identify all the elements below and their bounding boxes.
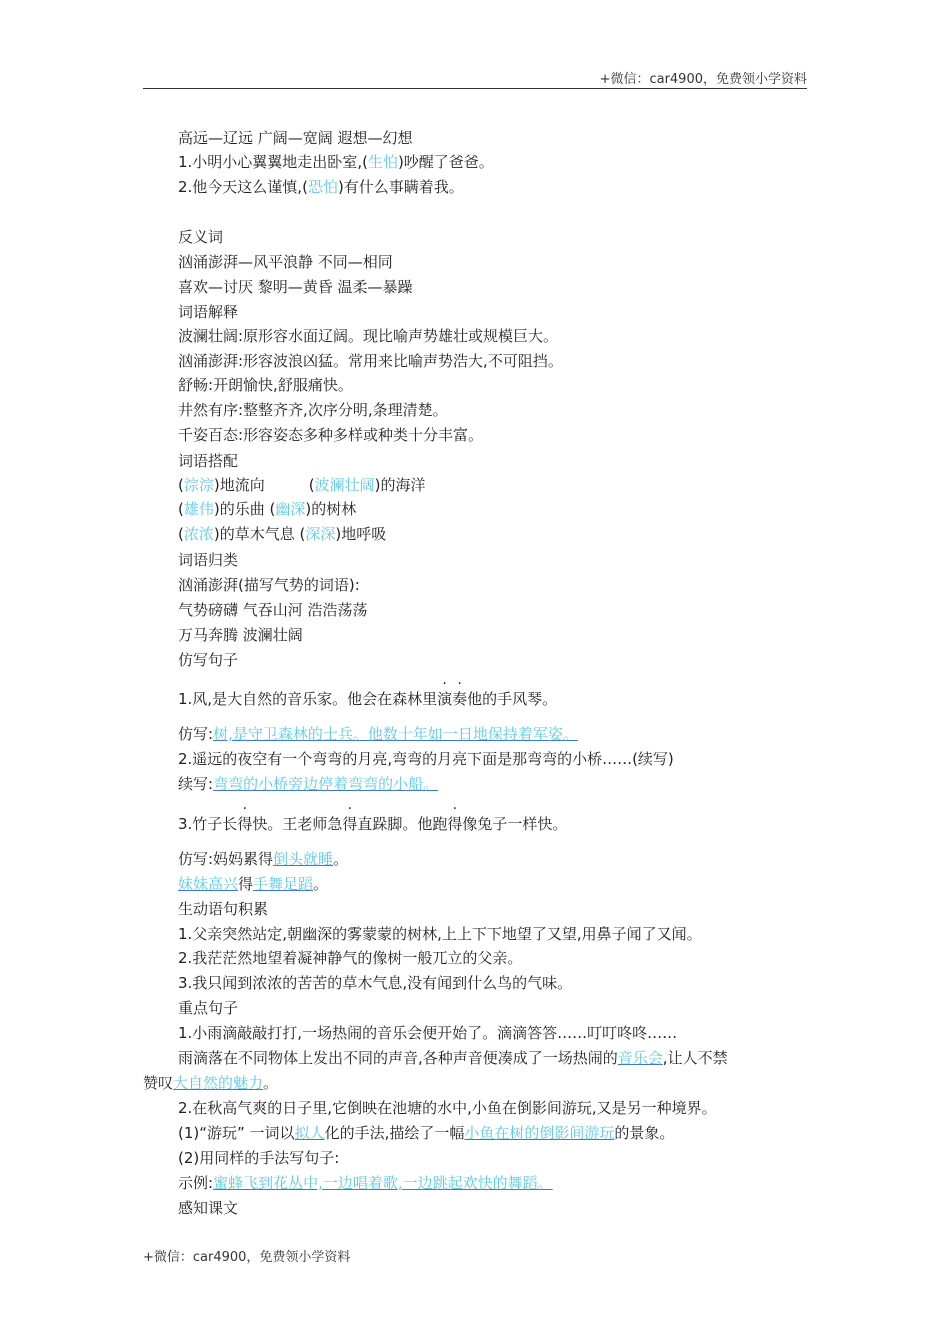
key-example: 示例:蜜蜂飞到花丛中,一边唱着歌,一边跳起欢快的舞蹈。 (178, 1174, 553, 1192)
explanation-item: 舒畅:开朗愉快,舒服痛快。 (178, 376, 353, 394)
section-perceive-text: 感知课文 (178, 1199, 239, 1217)
key-heading: 重点句子 (178, 999, 239, 1017)
key-paragraph-line-2: 赞叹大自然的魅力。 (143, 1074, 279, 1092)
collocations-heading: 词语搭配 (178, 452, 239, 470)
imitation-sentence-1: 1.风,是大自然的音乐家。他会在森林里演奏他的手风琴。 (178, 690, 558, 708)
antonyms-line-1: 汹涌澎湃—风平浪静 不同—相同 (178, 253, 393, 271)
vivid-item: 3.我只闻到浓浓的苦苦的草木气息,没有闻到什么鸟的气味。 (178, 974, 573, 992)
answer: 恐怕 (307, 178, 338, 196)
key-question-1: (1)“游玩” 一词以拟人化的手法,描绘了一幅小鱼在树的倒影间游玩的景象。 (178, 1124, 675, 1142)
explanation-item: 井然有序:整整齐齐,次序分明,条理清楚。 (178, 401, 448, 419)
imitation-answer-4: 妹妹高兴得手舞足蹈。 (178, 875, 329, 893)
key-sentence-2: 2.在秋高气爽的日子里,它倒映在池塘的水中,小鱼在倒影间游玩,又是另一种境界。 (178, 1099, 717, 1117)
collocation-row-1: (淙淙)地流向 (波澜壮阔)的海洋 (178, 476, 426, 494)
key-question-2: (2)用同样的手法写句子: (178, 1149, 340, 1167)
page-footer: +微信：car4900，免费领小学资料 (143, 1250, 351, 1265)
imitation-answer-2: 续写:弯弯的小桥旁边停着弯弯的小船。 (178, 775, 439, 793)
classification-line-2: 万马奔腾 波澜壮阔 (178, 626, 303, 644)
page-header: +微信：car4900，免费领小学资料 (599, 72, 807, 87)
classification-sub: 汹涌澎湃(描写气势的词语): (178, 576, 360, 594)
explanations-heading: 词语解释 (178, 303, 239, 321)
synonyms-tail: 高远—辽远 广阔—宽阔 遐想—幻想 (178, 129, 413, 147)
collocation-row-2: (雄伟)的乐曲 (幽深)的树林 (178, 500, 357, 518)
header-rule (143, 88, 807, 89)
explanation-item: 千姿百态:形容姿态多种多样或种类十分丰富。 (178, 426, 484, 444)
answer: 生怕 (367, 153, 398, 171)
vivid-heading: 生动语句积累 (178, 900, 269, 918)
antonyms-line-2: 喜欢—讨厌 黎明—黄昏 温柔—暴躁 (178, 278, 413, 296)
classification-line-1: 气势磅礴 气吞山河 浩浩荡荡 (178, 601, 368, 619)
collocation-row-3: (浓浓)的草木气息 (深深)地呼吸 (178, 525, 387, 543)
key-paragraph-line-1: 雨滴落在不同物体上发出不同的声音,各种声音便凑成了一场热闹的音乐会,让人不禁 (178, 1049, 728, 1067)
imitation-answer-1: 仿写:树,是守卫森林的士兵。他数十年如一日地保持着军姿。 (178, 725, 578, 743)
classification-heading: 词语归类 (178, 551, 239, 569)
imitation-heading: 仿写句子 (178, 651, 239, 669)
imitation-answer-3: 仿写:妈妈累得倒头就睡。 (178, 850, 349, 868)
explanation-item: 波澜壮阔:原形容水面辽阔。现比喻声势雄壮或规模巨大。 (178, 327, 559, 345)
key-sentence-1: 1.小雨滴敲敲打打,一场热闹的音乐会便开始了。滴滴答答……叮叮咚咚…… (178, 1024, 678, 1042)
vivid-item: 2.我茫茫然地望着凝神静气的像树一般兀立的父亲。 (178, 949, 523, 967)
synonym-sentence-2: 2.他今天这么谨慎,(恐怕)有什么事瞒着我。 (178, 178, 464, 196)
explanation-item: 汹涌澎湃:形容波浪凶猛。常用来比喻声势浩大,不可阻挡。 (178, 352, 563, 370)
synonym-sentence-1: 1.小明小心翼翼地走出卧室,(生怕)吵醒了爸爸。 (178, 153, 494, 171)
vivid-item: 1.父亲突然站定,朝幽深的雾蒙蒙的树林,上上下下地望了又望,用鼻子闻了又闻。 (178, 925, 702, 943)
imitation-sentence-2: 2.遥远的夜空有一个弯弯的月亮,弯弯的月亮下面是那弯弯的小桥……(续写) (178, 750, 674, 768)
antonyms-heading: 反义词 (178, 228, 224, 246)
imitation-sentence-3: 3.竹子长得快。王老师急得直跺脚。他跑得像兔子一样快。 (178, 815, 568, 833)
